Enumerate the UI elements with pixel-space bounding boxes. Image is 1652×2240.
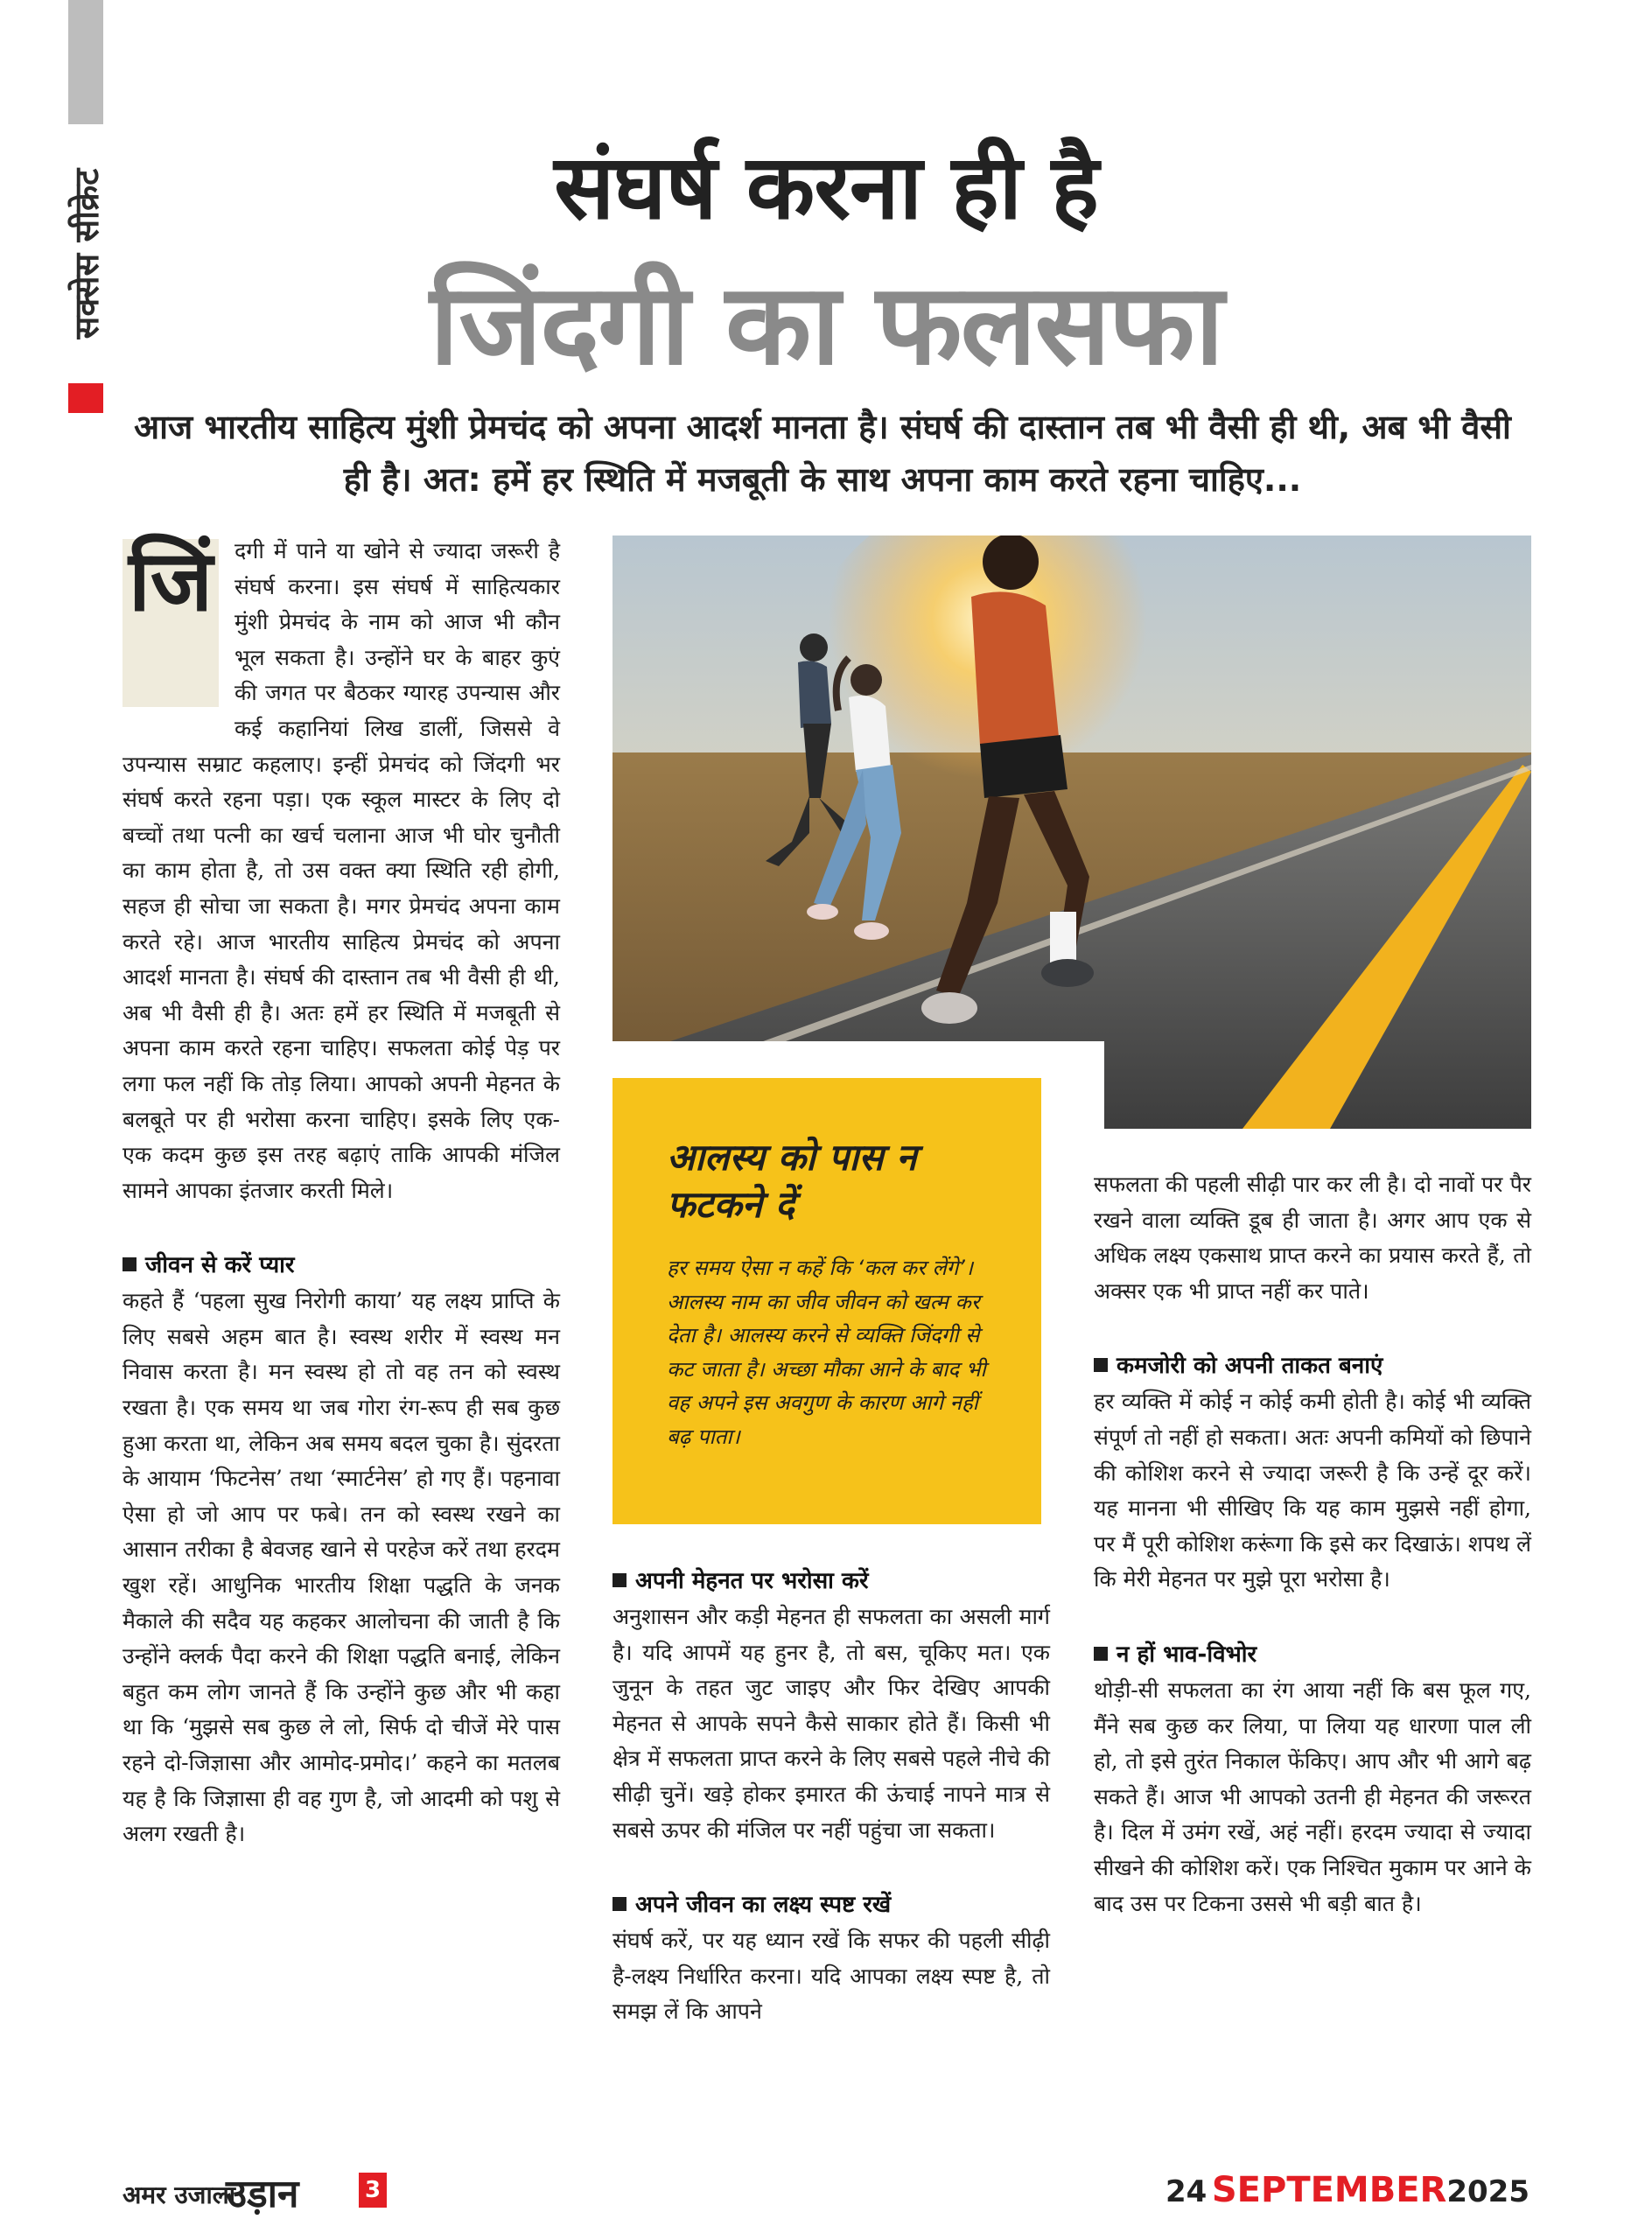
dropcap: जिं (122, 539, 219, 707)
article-column-2 (612, 1566, 1050, 2030)
paragraph: थोड़ी-सी सफलता का रंग आया नहीं कि बस फूल गए, मैंने सब कुछ कर लिया, पा लिया यह धारणा पाल ली हो, तो इसे तुरंत निकाल फेंकिए। आप और भी आगे बढ़ सकते हैं। आज भी आपको उतनी ही मेहनत की जरूरत है। दिल में उमंग रखें, अहं नहीं। हरदम ज्यादा से ज्यादा सीखने की कोशिश करें। एक निश्चित मुकाम पर आने के बाद उस पर टिकना उससे भी बड़ी बात है। (1094, 1676, 1531, 1916)
runners-photo (612, 536, 1531, 1129)
subheading: अपने जीवन का लक्ष्य स्पष्ट रखें (612, 1890, 1050, 1920)
article-column-3 (1094, 1167, 1531, 1922)
issue-day: 24 (1165, 2174, 1208, 2209)
section-label: सक्सेस सीक्रेट (67, 168, 106, 340)
paragraph: अनुशासन और कड़ी मेहनत ही सफलता का असली मार्ग है। यदि आपमें यह हुनर है, तो बस, चूकिए मत। एक जुनून के तहत जुट जाइए और फिर देखिए आपकी मेहनत से आपके सपने कैसे साकार होते हैं। किसी भी क्षेत्र में सफलता प्राप्त करने के लिए सबसे पहले नीचे की सीढ़ी चुनें। खड़े होकर इमारत की ऊंचाई नापने मात्र से सबसे ऊपर की मंजिल पर नहीं पहुंचा जा सकता। (612, 1604, 1050, 1843)
paragraph: संघर्ष करें, पर यह ध्यान रखें कि सफर की पहली सीढ़ी है-लक्ष्य निर्धारित करना। यदि आपका लक्ष्य स्पष्ट है, तो समझ लें कि आपने (612, 1928, 1050, 2025)
subheading: कमजोरी को अपनी ताकत बनाएं (1094, 1351, 1531, 1381)
bullet-square-icon (1094, 1358, 1108, 1372)
article-column-1 (122, 531, 560, 1852)
issue-month: SEPTEMBER (1211, 2170, 1447, 2210)
headline-line-2: जिंदगी का फलसफा (430, 260, 1222, 390)
issue-date (1166, 2170, 1530, 2210)
brand-udaan: उड़ान (226, 2172, 299, 2216)
paragraph: सफलता की पहली सीढ़ी पार कर ली है। दो नावों पर पैर रखने वाला व्यक्ति डूब ही जाता है। अगर आप एक से अधिक लक्ष्य एकसाथ प्राप्त करने का प्रयास करते हैं, तो अक्सर एक भी प्राप्त नहीं कर पाते। (1094, 1172, 1531, 1304)
paragraph: कहते हैं ‘पहला सुख निरोगी काया’ यह लक्ष्य प्राप्ति के लिए सबसे अहम बात है। स्वस्थ शरीर में स्वस्थ मन निवास करता है। मन स्वस्थ हो तो वह तन को स्वस्थ रखता है। एक समय था जब गोरा रंग-रूप ही सब कुछ हुआ करता था, लेकिन अब समय बदल चुका है। सुंदरता के आयाम ‘फिटनेस’ तथा ‘स्मार्टनेस’ हो गए हैं। पहनावा ऐसा हो जो आप पर फबे। तन को स्वस्थ रखने का आसान तरीका है बेवजह खाने से परहेज करें तथा हरदम खुश रहें। आधुनिक भारतीय शिक्षा पद्धति के जनक मैकाले की सदैव यह कहकर आलोचना की जाती है कि उन्होंने क्लर्क पैदा करने की शिक्षा पद्धति बनाई, लेकिन बहुत कम लोग जानते हैं कि उन्होंने कुछ और भी कहा था कि ‘मुझसे सब कुछ ले लो, सिर्फ दो चीजें मेरे पास रहने दो-जिज्ञासा और आमोद-प्रमोद।’ कहने का मतलब यह है कि जिज्ञासा ही वह गुण है, जो आदमी को पशु से अलग रखती है। (122, 1288, 560, 1847)
section-strip (68, 0, 103, 124)
runners-photo-illustration (612, 536, 1531, 1129)
callout-box (612, 1078, 1041, 1524)
bullet-square-icon (612, 1897, 626, 1911)
paragraph: हर व्यक्ति में कोई न कोई कमी होती है। कोई भी व्यक्ति संपूर्ण तो नहीं हो सकता। अतः अपनी कमियों को छिपाने की कोशिश करने से ज्यादा जरूरी है कि उन्हें दूर करें। यह मानना भी सीखिए कि यह काम मुझसे नहीं होगा, पर मैं पूरी कोशिश करूंगा कि इसे कर दिखाऊं। शपथ लें कि मेरी मेहनत पर मुझे पूरा भरोसा है। (1094, 1389, 1531, 1592)
subheading: अपनी मेहनत पर भरोसा करें (612, 1566, 1050, 1596)
callout-title: आलस्य को पास न फटकने दें (667, 1136, 917, 1226)
headline-line-1: संघर्ष करना ही है (554, 136, 1098, 240)
brand-name: अमर उजाला (122, 2180, 235, 2209)
intro-deck: आज भारतीय साहित्य मुंशी प्रेमचंद को अपना आदर्श मानता है। संघर्ष की दास्तान तब भी वैसी ही थी, अब भी वैसी ही है। अत: हमें हर स्थिति में मजबूती के साथ अपना काम करते रहना चाहिए... (134, 408, 1511, 499)
subheading: न हों भाव-विभोर (1094, 1640, 1531, 1670)
bullet-square-icon (1094, 1647, 1108, 1661)
page-number: 3 (359, 2173, 387, 2208)
subheading: जीवन से करें प्यार (122, 1250, 560, 1280)
bullet-square-icon (612, 1573, 626, 1587)
callout-text: हर समय ऐसा न कहें कि ‘कल कर लेंगे’। आलस्य नाम का जीव जीवन को खत्म कर देता है। आलस्य करने से व्यक्ति जिंदगी से कट जाता है। अच्छा मौका आने के बाद भी वह अपने इस अवगुण के कारण आगे नहीं बढ़ पाता। (667, 1256, 986, 1449)
issue-year: 2025 (1446, 2174, 1530, 2209)
bullet-square-icon (122, 1257, 136, 1271)
paragraph: दगी में पाने या खोने से ज्यादा जरूरी है संघर्ष करना। इस संघर्ष में साहित्यकार मुंशी प्रेमचंद के नाम को आज भी कौन भूल सकता है। उन्होंने घर के बाहर कुएं की जगत पर बैठकर ग्यारह उपन्यास और कई कहानियां लिख डालीं, जिससे वे उपन्यास सम्राट कहलाए। इन्हीं प्रेमचंद को जिंदगी भर संघर्ष करते रहना पड़ा। एक स्कूल मास्टर के लिए दो बच्चों तथा पत्नी का खर्च चलाना आज भी घोर चुनौती का काम होता है, तो उस वक्त क्या स्थिति रही होगी, सहज ही सोचा जा सकता है। मगर प्रेमचंद अपना काम करते रहे। आज भारतीय साहित्य प्रेमचंद को अपना आदर्श मानता है। संघर्ष की दास्तान तब भी वैसी ही थी, अब भी वैसी ही है। अतः हमें हर स्थिति में मजबूती से अपना काम करते रहना चाहिए। सफलता कोई पेड़ पर लगा फल नहीं कि तोड़ लिया। आपको अपनी मेहनत के बलबूते पर ही भरोसा करना चाहिए। इसके लिए एक-एक कदम कुछ इस तरह बढ़ाएं ताकि आपकी मंजिल सामने आपका इंतजार करती मिले। (122, 538, 560, 1203)
